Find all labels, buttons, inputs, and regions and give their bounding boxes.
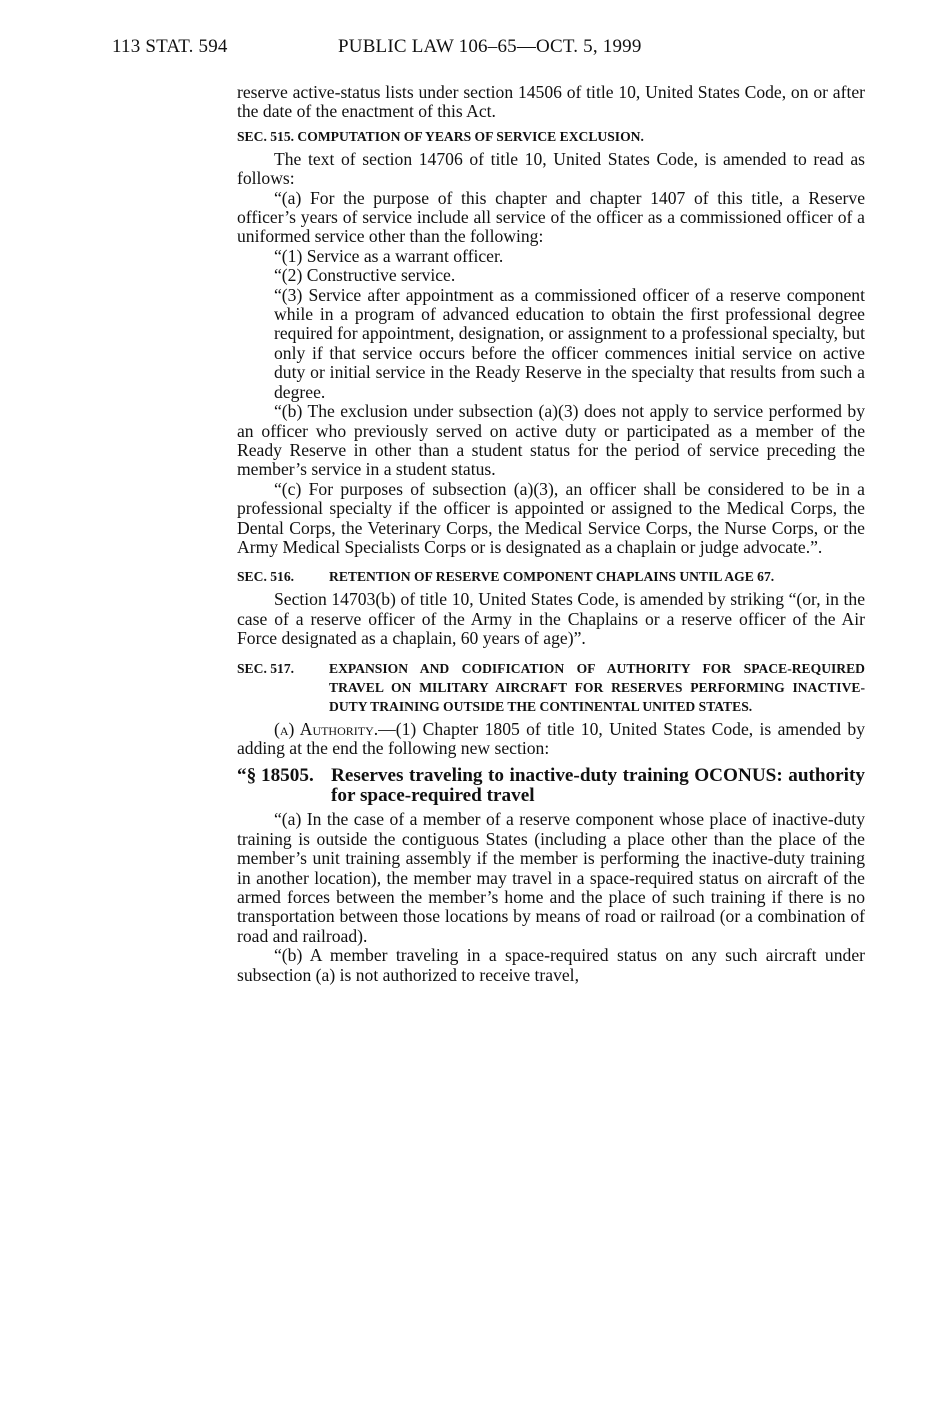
sec-517-authority-label: (a) Authority. bbox=[274, 718, 379, 739]
new-section-subsection-a: “(a) In the case of a member of a reserve component whose place of inactive-duty training is outside the contiguous States (including a place other than the place of the member’s unit training assembly if the member is performing the inactive-duty training in another location), the member may travel in a space-required status on aircraft of the armed forces between the member’s home and the place of such training if there is no transportation between those locations by means of road or railroad (or a combination of road and railroad). bbox=[237, 809, 865, 946]
sec-516-paragraph: Section 14703(b) of title 10, United States Code, is amended by striking “(or, in the case of a reserve officer of the Army in the Chaplains or a reserve officer of the Air Force designated as a chaplain, 60 years of age)”. bbox=[237, 589, 865, 649]
sec-515-subsection-a: “(a) For the purpose of this chapter and chapter 1407 of this title, a Reserve officer’s years of service include all service of the officer as a commissioned officer of a uniformed service other than the following: bbox=[237, 187, 865, 247]
sec-515-item-3: “(3) Service after appointment as a commissioned officer of a reserve component while in a program of advanced education to obtain the first professional degree required for appointment, designation, or assignment to a professional specialty, but only if that service occurs before the officer commences initial service on active duty or initial service in the Ready Reserve in the specialty that results from such a degree. bbox=[274, 284, 865, 402]
sec-515-item-2: “(2) Constructive service. bbox=[274, 265, 456, 286]
sec-517-subsection-a bbox=[237, 720, 865, 759]
sec-517-heading bbox=[237, 659, 865, 716]
new-section-number: “§ 18505. bbox=[237, 765, 314, 787]
new-section-title: Reserves traveling to inactive-duty training OCONUS: authority for space-required travel bbox=[331, 765, 865, 807]
sec-517-number: SEC. 517. bbox=[237, 660, 295, 676]
sec-516-title: RETENTION OF RESERVE COMPONENT CHAPLAINS UNTIL AGE 67. bbox=[329, 569, 775, 585]
sec-515-paragraph: The text of section 14706 of title 10, United States Code, is amended to read as follows: bbox=[237, 148, 865, 189]
sec-515-item-1: “(1) Service as a warrant officer. bbox=[274, 245, 504, 266]
running-header: PUBLIC LAW 106–65—OCT. 5, 1999 bbox=[338, 36, 642, 57]
page-body bbox=[237, 83, 865, 985]
sec-517-authority-text: —(1) Chapter 1805 of title 10, United States Code, is amended by adding at the end the following new section: bbox=[237, 718, 865, 758]
sec-515-subsection-b: “(b) The exclusion under subsection (a)(3) does not apply to service performed by an officer who previously served on active duty or participated as a member of the Ready Reserve in other than a student status for the period of service preceding the member’s service in a student status. bbox=[237, 401, 865, 480]
sec-515-subsection-c: “(c) For purposes of subsection (a)(3), an officer shall be considered to be in a professional specialty if the officer is appointed or assigned to the Medical Corps, the Dental Corps, the Veterinary Corps, the Medical Service Corps, the Nurse Corps, or the Army Medical Specialists Corps or is designated as a chaplain or judge advocate.”. bbox=[237, 478, 865, 557]
intro-paragraph: reserve active-status lists under section 14506 of title 10, United States Code, on or after the date of the enactment of this Act. bbox=[237, 82, 865, 122]
stat-page-number: 113 STAT. 594 bbox=[112, 36, 228, 57]
new-section-subsection-b: “(b) A member traveling in a space-required status on any such aircraft under subsection (a) is not authorized to receive travel, bbox=[237, 945, 865, 985]
new-section-18505-heading bbox=[237, 766, 865, 806]
sec-516-heading bbox=[237, 567, 865, 586]
sec-516-number: SEC. 516. bbox=[237, 569, 295, 585]
sec-517-title: EXPANSION AND CODIFICATION OF AUTHORITY FOR SPACE-REQUIRED TRAVEL ON MILITARY AIRCRAFT FOR RESERVES PERFORMING INACTIVE-DUTY TRAINING OUTSIDE THE CONTINENTAL UNITED STATES. bbox=[329, 660, 865, 714]
sec-515-heading: SEC. 515. COMPUTATION OF YEARS OF SERVICE EXCLUSION. bbox=[237, 128, 644, 144]
